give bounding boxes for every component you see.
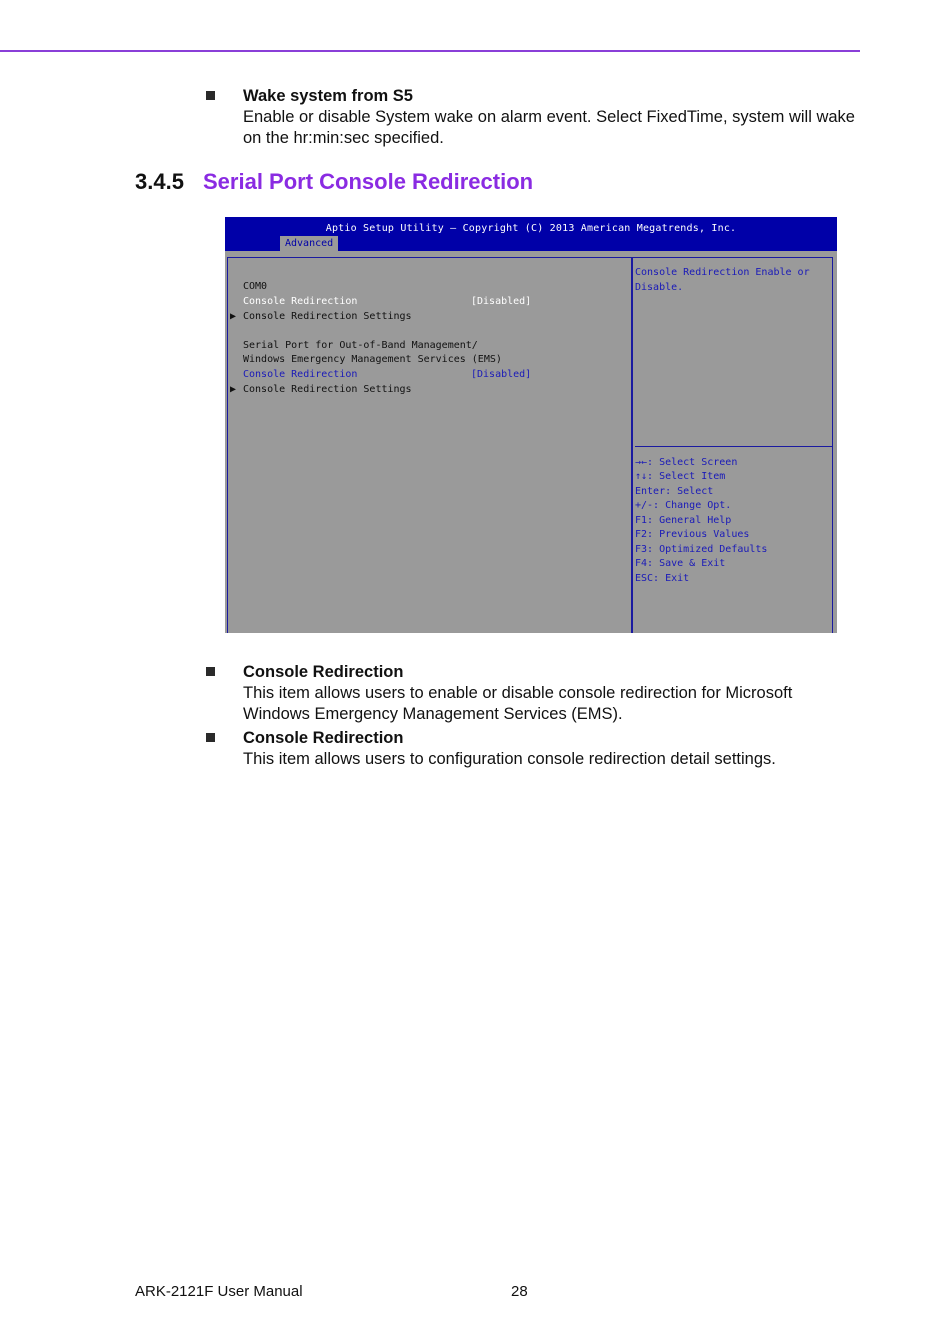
square-bullet-icon	[206, 667, 215, 676]
list-item	[205, 728, 855, 770]
sol-heading-line2: Windows Emergency Management Services (EMS)	[243, 354, 502, 365]
com0-label: COM0	[243, 281, 268, 292]
key-hint: F4: Save & Exit	[635, 558, 726, 569]
bios-title-bar	[225, 217, 837, 251]
key-hint: ESC: Exit	[635, 573, 690, 584]
square-bullet-icon	[206, 733, 215, 742]
bullet-title: Console Redirection	[243, 729, 404, 747]
console-redirection-item[interactable]: Console Redirection	[243, 296, 358, 307]
ems-console-redirection-settings-item[interactable]: Console Redirection Settings	[243, 384, 412, 395]
footer-manual-name: ARK-2121F User Manual	[135, 1283, 303, 1300]
ems-console-redirection-item[interactable]: Console Redirection	[243, 369, 358, 380]
footer-page-number: 28	[511, 1283, 528, 1300]
bios-screenshot	[225, 217, 837, 633]
list-item	[205, 86, 855, 149]
submenu-arrow-icon: ▶	[230, 311, 237, 322]
console-redirection-settings-item[interactable]: Console Redirection Settings	[243, 311, 412, 322]
bullet-desc: This item allows users to enable or disable console redirection for Microsoft Windows Emergency Management Services (EMS).	[243, 684, 793, 723]
bullet-title: Wake system from S5	[243, 87, 413, 105]
help-text-line2: Disable.	[635, 282, 684, 293]
bullet-desc: This item allows users to configuration console redirection detail settings.	[243, 750, 776, 768]
section-number: 3.4.5	[135, 169, 184, 194]
section-heading	[135, 169, 533, 195]
key-hint: F2: Previous Values	[635, 529, 750, 540]
header-rule	[0, 50, 860, 52]
console-redirection-bullets	[205, 662, 855, 770]
bios-title: Aptio Setup Utility – Copyright (C) 2013 American Megatrends, Inc.	[325, 223, 737, 234]
submenu-arrow-icon: ▶	[230, 384, 237, 395]
ems-console-redirection-value[interactable]: [Disabled]	[471, 369, 532, 380]
bios-help-divider	[635, 446, 832, 447]
list-item	[205, 662, 855, 725]
section-title: Serial Port Console Redirection	[203, 169, 534, 194]
key-hint: F3: Optimized Defaults	[635, 544, 768, 555]
help-text-line1: Console Redirection Enable or	[635, 267, 810, 278]
tab-advanced[interactable]: Advanced	[280, 236, 338, 251]
square-bullet-icon	[206, 91, 215, 100]
wake-bullet	[205, 86, 855, 149]
console-redirection-value[interactable]: [Disabled]	[471, 296, 532, 307]
bullet-desc: Enable or disable System wake on alarm event. Select FixedTime, system will wake on the hr:min:sec specified.	[243, 108, 855, 147]
key-hint: Enter: Select	[635, 486, 714, 497]
key-hint: →←: Select Screen	[635, 457, 738, 468]
bios-divider	[631, 257, 633, 633]
sol-heading-line1: Serial Port for Out-of-Band Management/	[243, 340, 478, 351]
key-hint: ↑↓: Select Item	[635, 471, 726, 482]
bullet-title: Console Redirection	[243, 663, 404, 681]
key-hint: +/-: Change Opt.	[635, 500, 732, 511]
key-hint: F1: General Help	[635, 515, 732, 526]
